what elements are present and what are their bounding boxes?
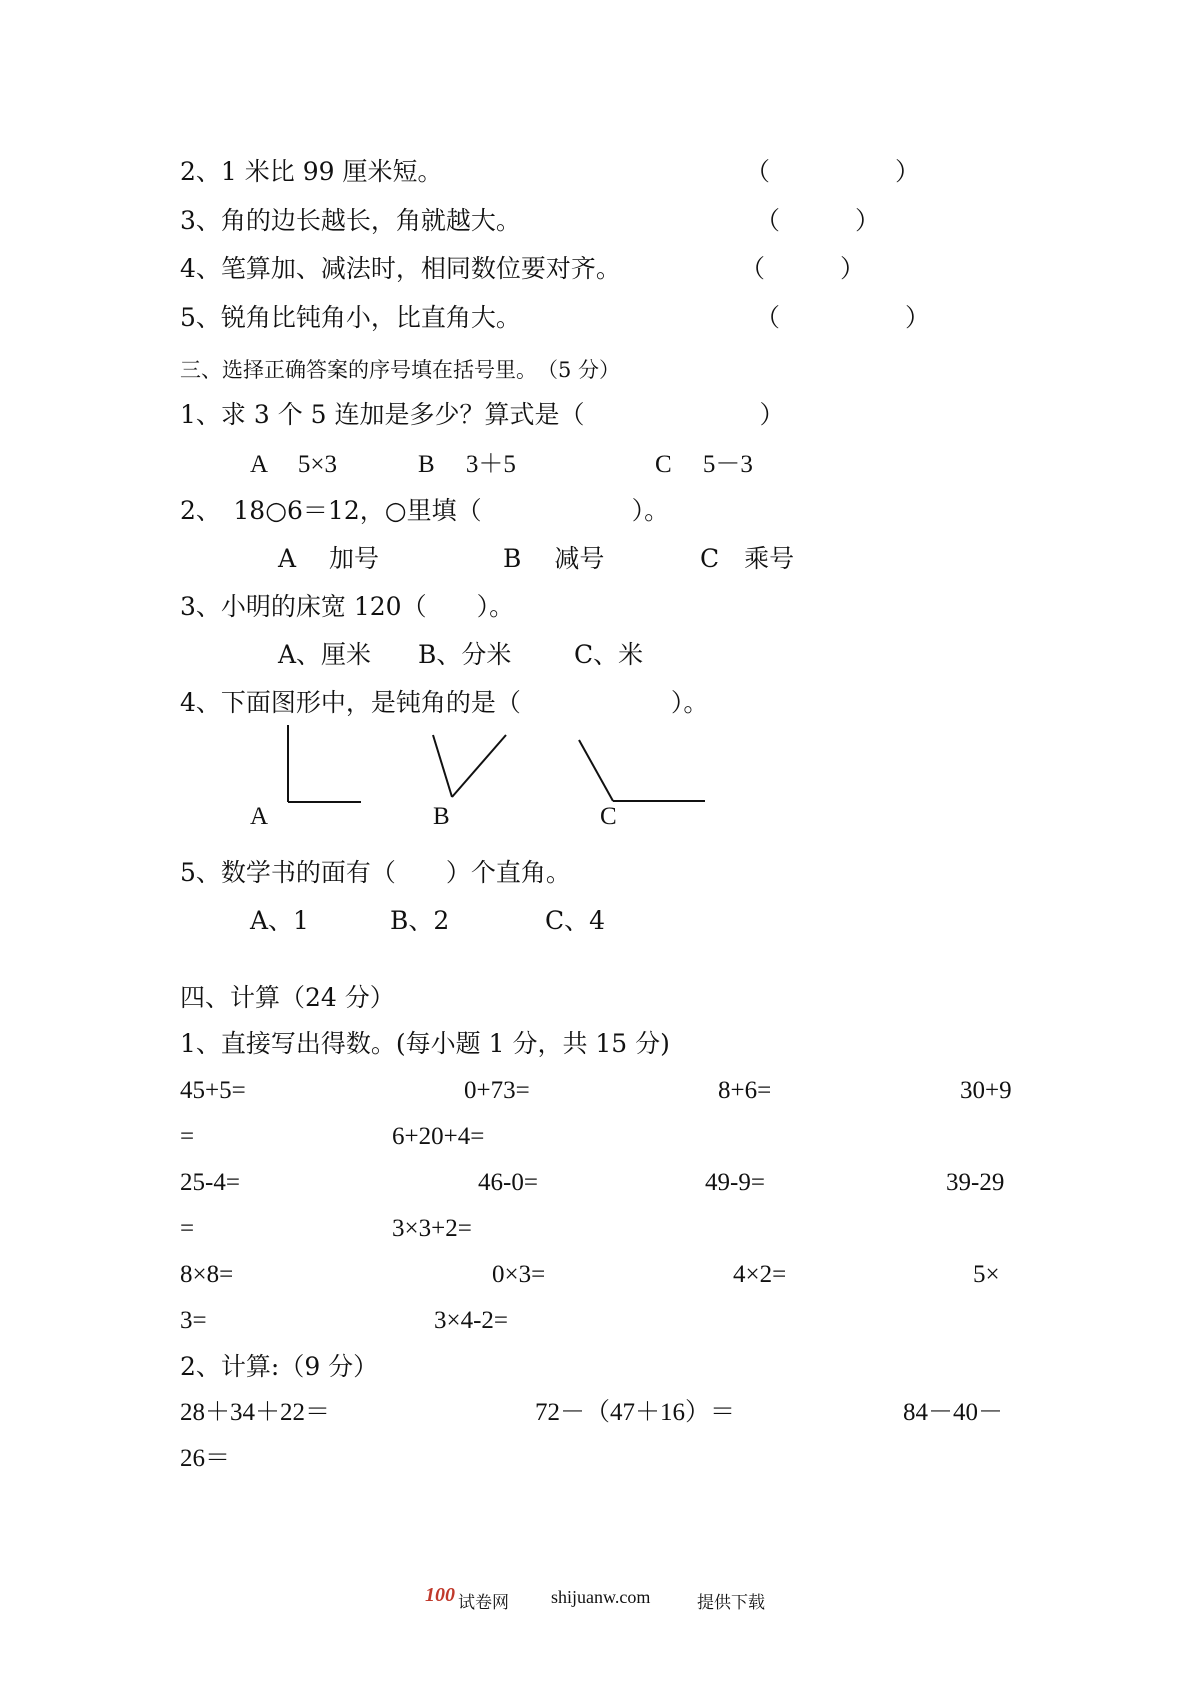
choice-q2-stem: 2、 18○6＝12，○里填（ ）。 xyxy=(180,496,670,525)
calc-r1-c2: 0+73= xyxy=(464,1077,530,1104)
calc-r2b-c1: = xyxy=(180,1215,195,1242)
choice-q1-option-a: A 5×3 xyxy=(250,451,338,478)
calc-r3-c2: 0×3= xyxy=(492,1261,546,1288)
calc-r3b-c2: 3×4-2= xyxy=(434,1307,509,1334)
choice-q2-option-b: B 减号 xyxy=(503,544,605,573)
calc-r2-c4: 39-29 xyxy=(946,1169,1005,1196)
footer-download: 提供下载 xyxy=(697,1593,765,1613)
calc-r2b-c2: 3×3+2= xyxy=(392,1215,472,1242)
angle-c-label: C xyxy=(600,803,617,830)
choice-q5-option-a: A、1 xyxy=(250,906,309,935)
choice-q3-option-c: C、米 xyxy=(574,640,644,669)
angle-a-label: A xyxy=(250,803,269,830)
angle-b-label: B xyxy=(433,803,450,830)
calc-r1-c1: 45+5= xyxy=(180,1077,246,1104)
judge-bracket-5: （ ） xyxy=(755,303,931,332)
judge-item-4: 4、笔算加、减法时，相同数位要对齐。 xyxy=(180,254,621,283)
judge-item-3: 3、角的边长越长，角就越大。 xyxy=(180,206,521,235)
calc-r4b-c1: 26＝ xyxy=(180,1445,231,1472)
calc-r3-c1: 8×8= xyxy=(180,1261,234,1288)
calc-part2-heading: 2、计算:（9 分） xyxy=(180,1352,379,1381)
judge-bracket-4: （ ） xyxy=(740,254,866,283)
calc-r2-c2: 46-0= xyxy=(478,1169,538,1196)
choice-q1-stem: 1、求 3 个 5 连加是多少？算式是（ ） xyxy=(180,400,785,429)
angle-b-figure xyxy=(433,735,506,797)
calc-r1-c4: 30+9 xyxy=(960,1077,1012,1104)
calc-r3-c4: 5× xyxy=(973,1261,1000,1288)
judge-item-2: 2、1 米比 99 厘米短。 xyxy=(180,157,443,186)
judge-bracket-2: （ ） xyxy=(745,157,921,186)
calc-r3b-c1: 3= xyxy=(180,1307,207,1334)
footer-url[interactable]: shijuanw.com xyxy=(551,1587,651,1607)
page-footer xyxy=(0,1582,1191,1612)
choice-q1-option-c: C 5－3 xyxy=(655,451,753,478)
choice-q5-option-b: B、2 xyxy=(390,906,450,935)
calc-r1-c3: 8+6= xyxy=(718,1077,772,1104)
angle-a-figure xyxy=(288,725,361,802)
calc-r1b-c1: = xyxy=(180,1123,195,1150)
choice-q3-stem: 3、小明的床宽 120（ ）。 xyxy=(180,592,515,621)
footer-site-name: 试卷网 xyxy=(458,1593,509,1613)
judge-bracket-3: （ ） xyxy=(755,206,881,235)
calc-r4-c3: 84－40－ xyxy=(903,1399,1004,1426)
choice-q3-option-b: B、分米 xyxy=(418,640,512,669)
section-choice-heading: 三、选择正确答案的序号填在括号里。 （5 分） xyxy=(180,358,621,382)
calc-r1b-c2: 6+20+4= xyxy=(392,1123,485,1150)
section-calc-heading: 四、计算（24 分） xyxy=(180,983,395,1012)
choice-q2-option-c: C 乘号 xyxy=(700,544,795,573)
calc-r2-c3: 49-9= xyxy=(705,1169,765,1196)
angle-c-figure xyxy=(579,740,705,801)
judge-item-5: 5、锐角比钝角小，比直角大。 xyxy=(180,303,521,332)
choice-q4-stem: 4、下面图形中，是钝角的是（ ）。 xyxy=(180,688,709,717)
footer-logo: 100 xyxy=(425,1584,455,1606)
choice-q3-option-a: A、厘米 xyxy=(278,640,372,669)
calc-r2-c1: 25-4= xyxy=(180,1169,240,1196)
calc-r4-c2: 72－（47＋16）＝ xyxy=(535,1399,736,1426)
calc-r4-c1: 28＋34＋22＝ xyxy=(180,1399,331,1426)
choice-q1-option-b: B 3＋5 xyxy=(418,451,516,478)
calc-r3-c3: 4×2= xyxy=(733,1261,787,1288)
calc-part1-heading: 1、直接写出得数。(每小题 1 分，共 15 分) xyxy=(180,1029,670,1058)
choice-q5-option-c: C、4 xyxy=(545,906,606,935)
choice-q2-option-a: A 加号 xyxy=(278,544,380,573)
choice-q5-stem: 5、数学书的面有（ ）个直角。 xyxy=(180,858,571,887)
